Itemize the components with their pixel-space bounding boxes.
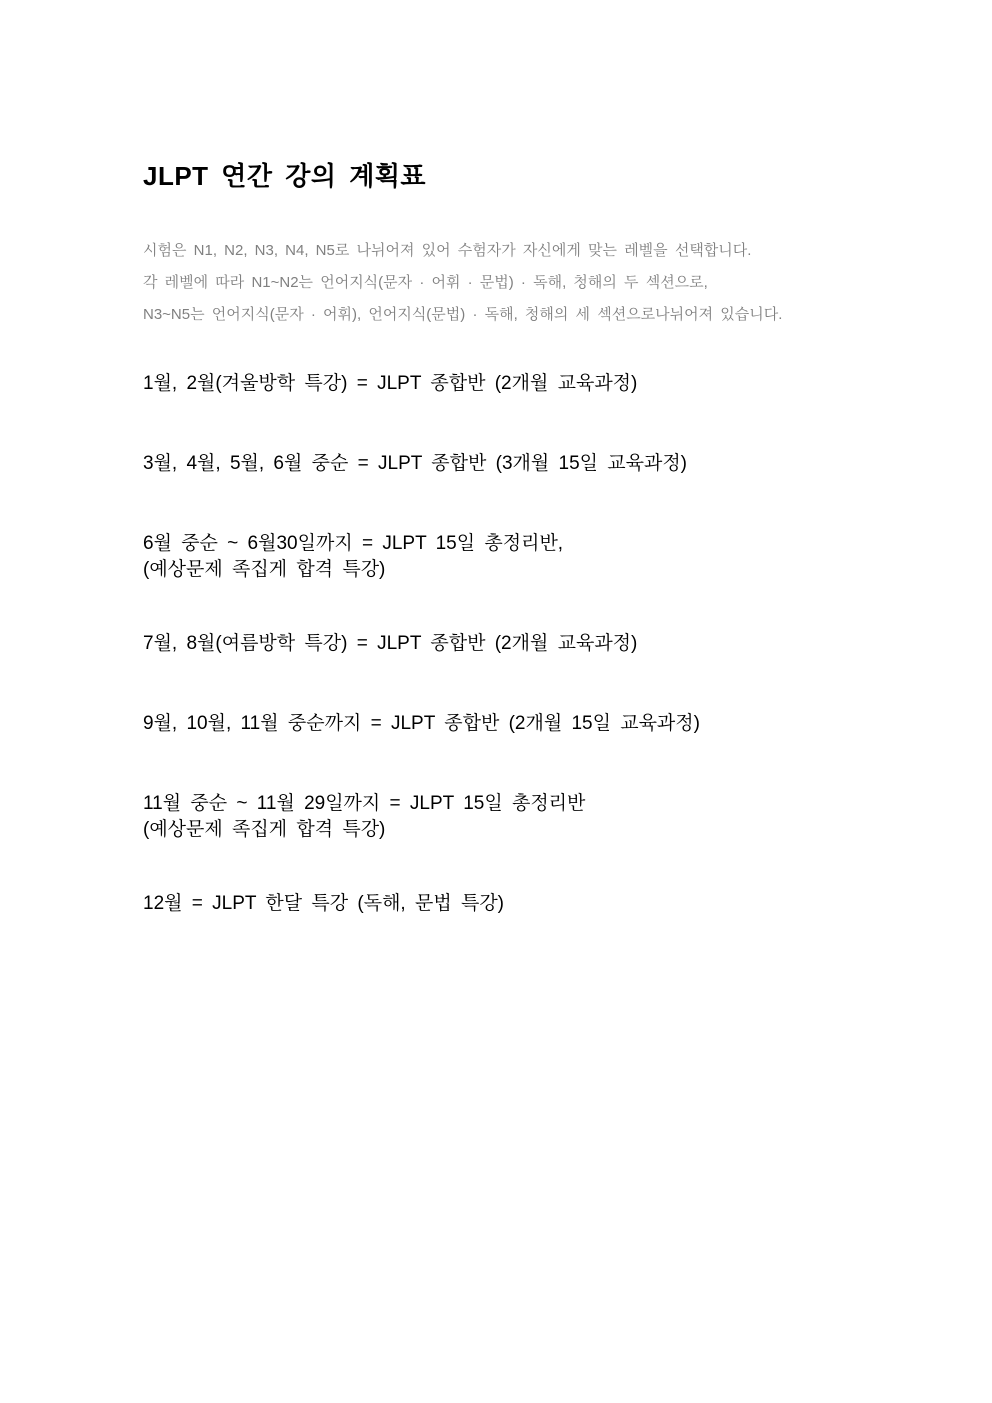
intro-line: 각 레벨에 따라 N1~N2는 언어지식(문자 · 어휘 · 문법) · 독해, 청해의 두 섹션으로, (143, 274, 708, 291)
schedule-line: 7월, 8월(여름방학 특강) = JLPT 종합반 (2개월 교육과정) (143, 633, 638, 654)
schedule-line: (예상문제 족집게 합격 특강) (143, 559, 386, 580)
schedule-line: 6월 중순 ~ 6월30일까지 = JLPT 15일 총정리반, (143, 533, 564, 554)
schedule-line: 12월 = JLPT 한달 특강 (독해, 문법 특강) (143, 893, 505, 914)
schedule-item-jul-aug (143, 631, 872, 657)
schedule-line: 9월, 10월, 11월 중순까지 = JLPT 종합반 (2개월 15일 교육과정) (143, 713, 700, 734)
schedule-line: 11월 중순 ~ 11월 29일까지 = JLPT 15일 총정리반 (143, 793, 586, 814)
schedule-item-nov-review (143, 791, 872, 843)
schedule-item-jun-review (143, 531, 872, 583)
schedule-item-mar-jun (143, 451, 872, 477)
schedule-item-jan-feb (143, 371, 872, 397)
schedule-line: 3월, 4월, 5월, 6월 중순 = JLPT 종합반 (3개월 15일 교육과정) (143, 453, 688, 474)
page-title: JLPT 연간 강의 계획표 (143, 161, 427, 191)
document-content (143, 0, 872, 971)
schedule-line: (예상문제 족집게 합격 특강) (143, 819, 386, 840)
intro-line: 시험은 N1, N2, N3, N4, N5로 나뉘어져 있어 수험자가 자신에게 맞는 레벨을 선택합니다. (143, 242, 752, 259)
schedule-item-sep-nov (143, 711, 872, 737)
schedule-item-dec (143, 891, 872, 917)
schedule-line: 1월, 2월(겨울방학 특강) = JLPT 종합반 (2개월 교육과정) (143, 373, 638, 394)
intro-paragraph (143, 235, 872, 331)
intro-line: N3~N5는 언어지식(문자 · 어휘), 언어지식(문법) · 독해, 청해의 세 섹션으로나뉘어져 있습니다. (143, 306, 783, 323)
